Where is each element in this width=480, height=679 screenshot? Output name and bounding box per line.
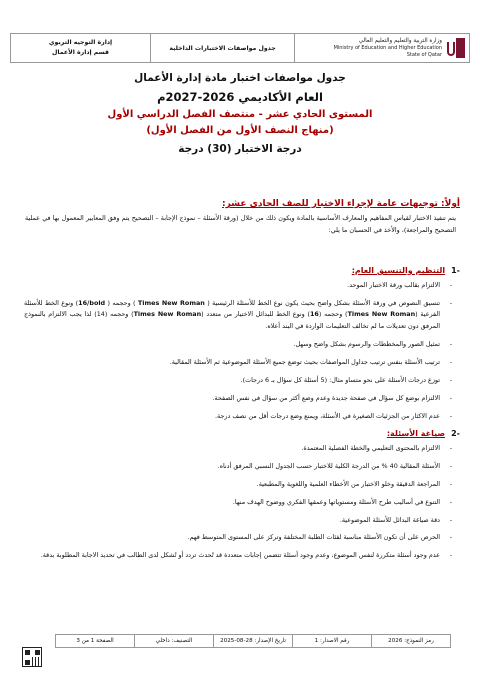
subsection-number: -1 — [451, 266, 460, 275]
subsection-heading-1 — [352, 266, 460, 275]
list-item: - التنوع في أساليب طرح الأسئلة ومستوياتها وعمقها الفكري ووضوح الهدف منها. — [24, 497, 454, 509]
list-item: - الالتزام بوضع كل سؤال في صفحة جديدة وعدم وضع أكثر من سؤال في نفس الصفحة. — [24, 393, 454, 405]
department-name: إدارة التوجيه التربوي — [48, 39, 113, 46]
header-center-title: جدول مواصفات الاختبارات الداخلية — [150, 33, 295, 63]
ministry-logo-block — [295, 33, 470, 63]
qr-code-icon — [22, 647, 42, 667]
section-heading: أولاً: توجيهات عامة لإجراء الاختبار للصف الحادي عشر: — [221, 199, 460, 209]
list-item: - الحرص على أن تكون الأسئلة مناسبة لفئات الطلبة المختلفة وتركز على المستوى المتوسط فهم. — [24, 532, 454, 544]
list-item: - المراجعة الدقيقة وخلو الاختبار من الأخطاء العلمية واللغوية والمطبعية. — [24, 479, 454, 491]
list-item: - تمثيل الصور والمخططات والرسوم بشكل واضح وسهل. — [24, 339, 454, 351]
ministry-name-en: Ministry of Education and Higher Education — [333, 44, 442, 51]
issue-date: تاريخ الإصدار: 28-08-2025 — [213, 635, 292, 647]
subsection-1-list — [24, 280, 454, 428]
academic-year: العام الأكاديمي 2026-2027م — [157, 90, 323, 104]
list-item: - دقة صياغة البدائل للأسئلة الموضوعية. — [24, 515, 454, 527]
classification: التصنيف: داخلي — [134, 635, 213, 647]
list-item: - الأسئلة المقالية 40 % من الدرجة الكلية للاختبار حسب الجدول النسبي المرفق أدناه. — [24, 461, 454, 473]
section-name: قسم إدارة الأعمال — [52, 49, 109, 56]
ministry-name-ar: وزارة التربية والتعليم والتعليم العالي — [358, 37, 442, 44]
list-item: - تنسيق النصوص في ورقة الأسئلة بشكل واضح بحيث يكون نوع الخط للأسئلة الرئيسية ( Times New Roman ) وحجمه ( 16/bold) ونوع الخط للأسئلة الفرعية (Times New Roman) وحجمه (16) ونوع الخط للبدائل الاختيار من متعدد (Times New Roman) وحجمه (14) لذا يجب الالتزام بالنموذج المرفق دون تعديلات ما لم تخالف التعليمات الواردة في البند أعلاه. — [24, 298, 454, 333]
department-block — [10, 33, 150, 63]
subsection-label: صياغة الأسئلة: — [386, 429, 446, 438]
list-item: - عدم وجود أسئلة متكررة لنفس الموضوع، وعدم وجود أسئلة تتضمن إجابات متعددة قد تُحدث تردد أو تُشكل لدى الطالب في تحديد الاجابة المطلوبة بدقة. — [24, 550, 454, 562]
page-footer — [55, 634, 451, 648]
country-name-en: State of Qatar — [406, 51, 442, 58]
intro-paragraph: يتم تنفيذ الاختبار لقياس المفاهيم والمعارف الأساسية بالمادة ويكون ذلك من خلال (ورقة الأسئلة – نموذج الإجابة – التصحيح يتم وفق المعايير المعمول بها في عملية التصحيح والمراجعة)، والأخذ في الحسبان ما يلي: — [25, 214, 456, 234]
subsection-number: -2 — [451, 429, 460, 438]
list-item: - ترتيب الأسئلة بنفس ترتيب جداول المواصفات بحيث توضع جميع الأسئلة الموضوعية ثم الأسئلة المقالية. — [24, 357, 454, 369]
list-item: - الالتزام بالمحتوى التعليمي والخطة الفصلية المعتمدة. — [24, 443, 454, 455]
subsection-heading-2 — [387, 429, 460, 438]
list-item: - الالتزام بقالب ورقة الاختبار الموحد. — [24, 280, 454, 292]
curriculum-title: (منهاج النصف الأول من الفصل الأول) — [146, 125, 334, 136]
title-block — [20, 72, 460, 155]
exam-grade: درجة الاختبار (30) درجة — [178, 143, 302, 155]
ministry-logo-icon — [445, 38, 465, 58]
level-title: المستوى الحادي عشر - منتصف الفصل الدراسي الأول — [107, 109, 373, 120]
subsection-label: التنظيم والتنسيق العام: — [351, 266, 446, 275]
version-number: رقم الاصدار: 1 — [292, 635, 371, 647]
page-header — [10, 33, 470, 63]
document-title: جدول مواصفات اختبار مادة إدارة الأعمال — [134, 72, 346, 84]
model-code: رمز النموذج: 2026 — [371, 635, 450, 647]
subsection-2-list — [24, 443, 454, 568]
list-item: - توزع درجات الأسئلة على نحو متساو مثال: (5 أسئلة كل سؤال بـ 6 درجات). — [24, 375, 454, 387]
list-item: - عدم الاكثار من الجزئيات الصغيرة في الأسئلة، ويمنع وضع درجات أقل من نصف درجة. — [24, 411, 454, 423]
page-number: الصفحة 1 من 3 — [76, 638, 114, 644]
